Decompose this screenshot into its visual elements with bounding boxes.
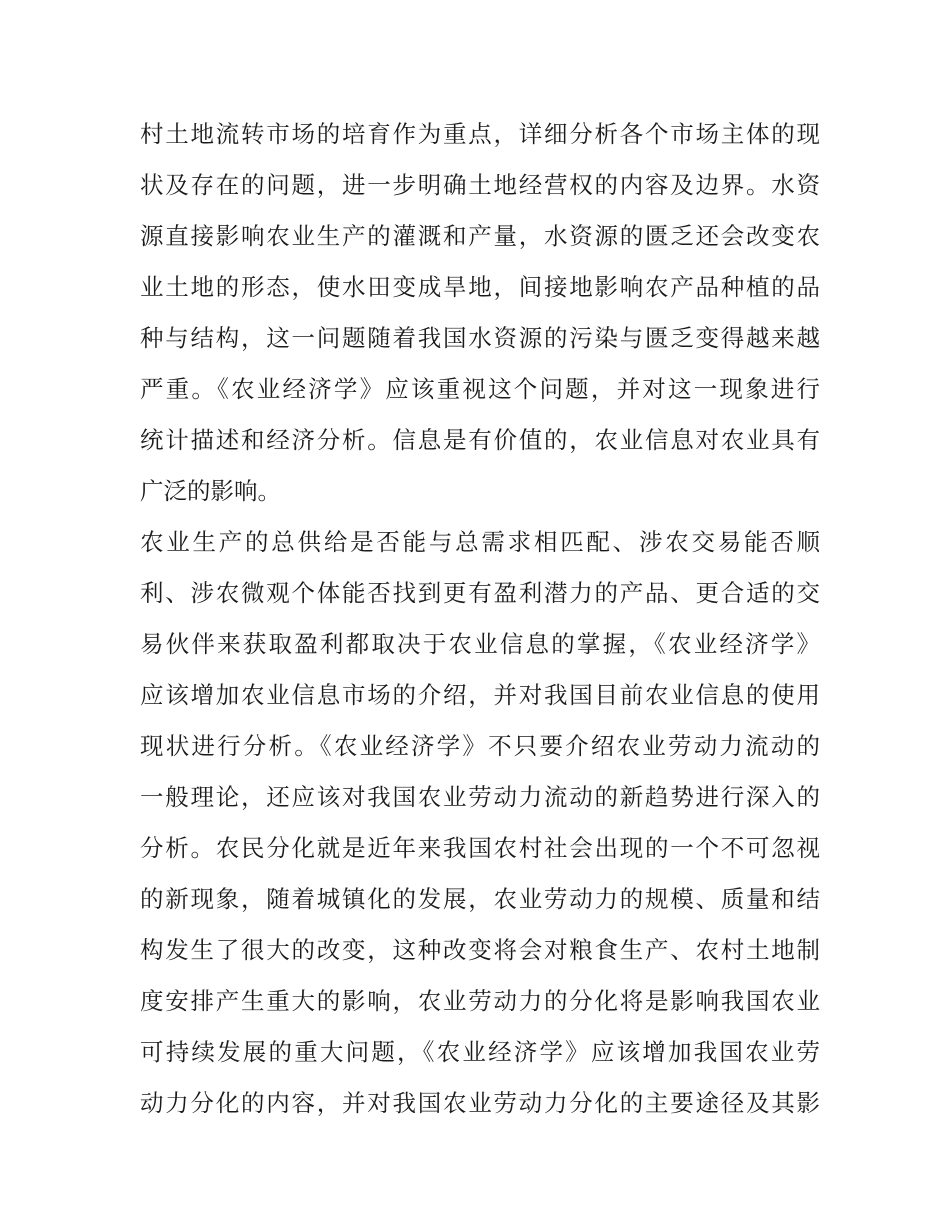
text-line: 种与结构，这一问题随着我国水资源的污染与匮乏变得越来越	[140, 324, 820, 352]
text-line: 统计描述和经济分析。信息是有价值的，农业信息对农业具有	[140, 426, 820, 454]
paragraph-1	[140, 109, 820, 517]
text-line: 分析。农民分化就是近年来我国农村社会出现的一个不可忽视	[140, 834, 820, 862]
text-line: 的新现象，随着城镇化的发展，农业劳动力的规模、质量和结	[140, 885, 820, 913]
body-text	[140, 109, 820, 1129]
text-line: 动力分化的内容，并对我国农业劳动力分化的主要途径及其影	[140, 1089, 820, 1117]
text-line: 一般理论，还应该对我国农业劳动力流动的新趋势进行深入的	[140, 783, 820, 811]
text-line: 村土地流转市场的培育作为重点，详细分析各个市场主体的现	[140, 120, 820, 148]
text-line: 度安排产生重大的影响，农业劳动力的分化将是影响我国农业	[140, 987, 820, 1015]
paragraph-2	[140, 517, 820, 1129]
text-line: 广泛的影响。	[140, 477, 281, 505]
text-line: 状及存在的问题，进一步明确土地经营权的内容及边界。水资	[140, 171, 820, 199]
text-line: 农业生产的总供给是否能与总需求相匹配、涉农交易能否顺	[140, 528, 820, 556]
text-line: 业土地的形态，使水田变成旱地，间接地影响农产品种植的品	[140, 273, 820, 301]
text-line: 严重。《农业经济学》应该重视这个问题，并对这一现象进行	[140, 375, 820, 403]
text-line: 易伙伴来获取盈利都取决于农业信息的掌握，《农业经济学》	[140, 630, 820, 658]
text-line: 利、涉农微观个体能否找到更有盈利潜力的产品、更合适的交	[140, 579, 820, 607]
text-line: 现状进行分析。《农业经济学》不只要介绍农业劳动力流动的	[140, 732, 820, 760]
text-line: 构发生了很大的改变，这种改变将会对粮食生产、农村土地制	[140, 936, 820, 964]
text-line: 应该增加农业信息市场的介绍，并对我国目前农业信息的使用	[140, 681, 820, 709]
text-line: 源直接影响农业生产的灌溉和产量，水资源的匮乏还会改变农	[140, 222, 820, 250]
text-line: 可持续发展的重大问题，《农业经济学》应该增加我国农业劳	[140, 1038, 820, 1066]
